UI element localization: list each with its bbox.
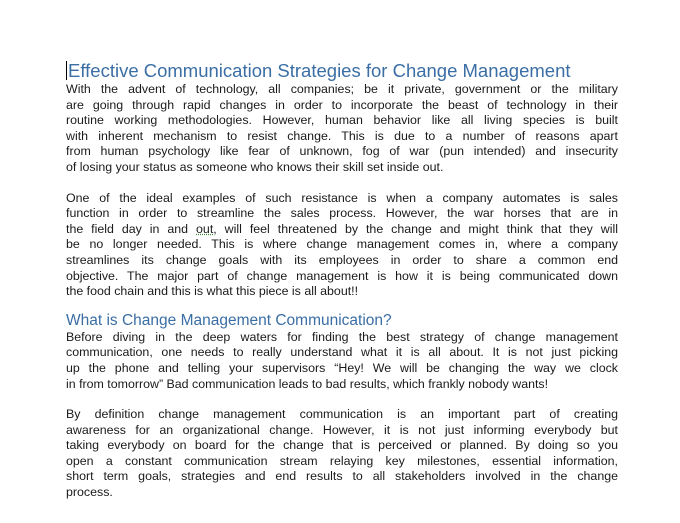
- paragraph-line: taking everybody on board for the change that is perceived or planned. By doing so you: [66, 438, 618, 453]
- paragraph-line: the food chain and this is what this piece is all about!!: [66, 284, 359, 299]
- paragraph-line: open a constant communication stream relaying key milestones, essential information,: [66, 453, 618, 468]
- text-cursor: [66, 61, 67, 80]
- section-heading: What is Change Management Communication?: [66, 311, 392, 329]
- text-run: will feel threatened by the change and might think that they will: [216, 221, 618, 236]
- paragraph-line: in from tomorrow” Bad communication leads to bad results, which frankly nobody wants!: [66, 376, 549, 391]
- paragraph-resistance: [66, 191, 618, 300]
- paragraph-line: objective. The major part of change management is how it is being communicated down: [66, 268, 618, 283]
- document-title-text: Effective Communication Strategies for Change Management: [68, 60, 571, 81]
- paragraph-line: awareness for an organizational change. However, it is not just informing everybody but: [66, 422, 618, 437]
- paragraph-line: are going through rapid changes in order to incorporate the beast of technology in their: [66, 97, 618, 112]
- paragraph-line: Before diving in the deep waters for finding the best strategy of change management: [66, 329, 618, 344]
- paragraph-line: short term goals, strategies and end results to all stakeholders involved in the change: [66, 469, 618, 484]
- spellcheck-flagged-word[interactable]: out,: [196, 221, 217, 236]
- document-title: [66, 60, 618, 82]
- paragraph-definition-intro: [66, 330, 618, 392]
- paragraph-line: communication, one needs to really understand what it is all about. It is not just picking: [66, 345, 618, 360]
- paragraph-line: [66, 222, 618, 238]
- document-page: [66, 60, 618, 501]
- paragraph-line: with inherent mechanism to resist change. This is due to a number of reasons apart: [66, 128, 618, 143]
- paragraph-line: function in order to streamline the sales process. However, the war horses that are in: [66, 206, 618, 221]
- paragraph-line: By definition change management communication is an important part of creating: [66, 407, 618, 422]
- paragraph-line: One of the ideal examples of such resistance is when a company automates is sales: [66, 190, 618, 205]
- paragraph-spacer: [66, 392, 618, 407]
- text-run: the field day in and: [66, 221, 197, 236]
- paragraph-line: of losing your status as someone who knows their skill set inside out.: [66, 159, 444, 174]
- paragraph-line: be no longer needed. This is where change management comes in, where a company: [66, 237, 618, 252]
- paragraph-line: streamlines its change goals with its employees in order to share a common end: [66, 252, 618, 267]
- paragraph-line: from human psychology like fear of unknown, fog of war (pun intended) and insecurity: [66, 144, 618, 159]
- paragraph-intro: [66, 82, 618, 176]
- paragraph-line: routine working methodologies. However, human behavior like all living species is built: [66, 113, 618, 128]
- paragraph-spacer: [66, 300, 618, 311]
- paragraph-definition: [66, 407, 618, 501]
- paragraph-line: up the phone and telling your supervisors “Hey! We will be changing the way we clock: [66, 360, 618, 375]
- paragraph-line: process.: [66, 485, 113, 500]
- paragraph-spacer: [66, 176, 618, 191]
- paragraph-line: With the advent of technology, all companies; be it private, government or the military: [66, 82, 618, 96]
